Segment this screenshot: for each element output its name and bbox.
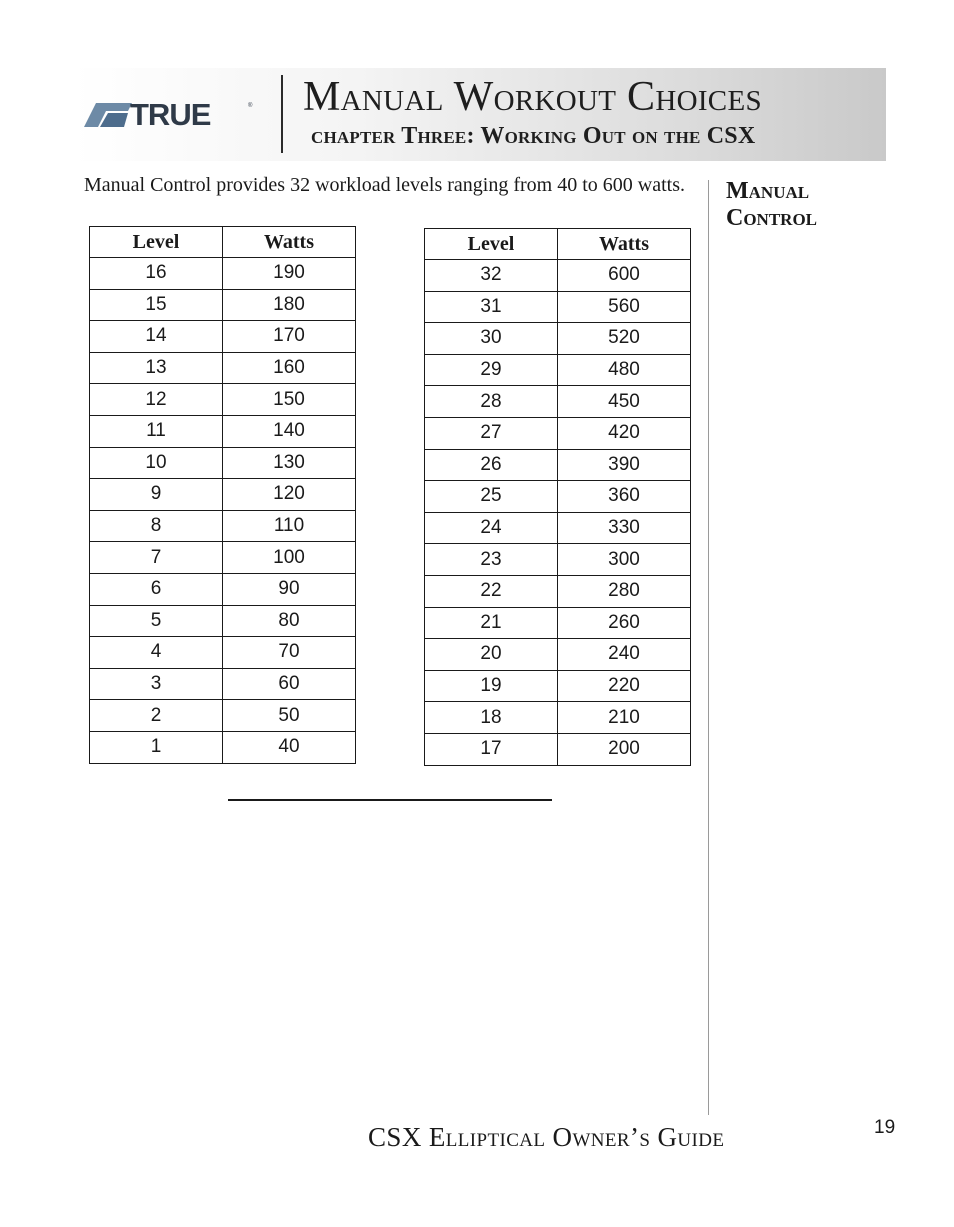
level-cell: 4 (90, 637, 223, 669)
table-row (90, 321, 356, 353)
level-cell: 28 (425, 386, 558, 418)
true-logo-mark (84, 103, 132, 127)
level-header: Level (425, 229, 558, 260)
intro-paragraph: Manual Control provides 32 workload levels ranging from 40 to 600 watts. (84, 174, 686, 196)
level-cell: 23 (425, 544, 558, 576)
table-row (90, 731, 356, 763)
header-divider (281, 75, 283, 153)
level-cell: 19 (425, 670, 558, 702)
section-rule (228, 799, 552, 801)
table-row (90, 479, 356, 511)
watts-cell: 420 (558, 417, 691, 449)
level-header: Level (90, 227, 223, 258)
level-cell: 31 (425, 291, 558, 323)
watts-cell: 180 (223, 289, 356, 321)
footer-guide-title: CSX Elliptical Owner’s Guide (368, 1122, 725, 1152)
watts-header: Watts (558, 229, 691, 260)
brand-logo (84, 97, 254, 132)
level-cell: 7 (90, 542, 223, 574)
watts-cell: 330 (558, 512, 691, 544)
watts-cell: 210 (558, 702, 691, 734)
table-row (425, 291, 691, 323)
column-divider (708, 180, 709, 1115)
table-row (90, 542, 356, 574)
table-row (425, 260, 691, 292)
watts-cell: 70 (223, 637, 356, 669)
level-cell: 17 (425, 733, 558, 765)
table-row (90, 447, 356, 479)
level-cell: 20 (425, 639, 558, 671)
table-row (425, 449, 691, 481)
watts-cell: 480 (558, 354, 691, 386)
level-cell: 10 (90, 447, 223, 479)
watts-cell: 260 (558, 607, 691, 639)
table-body (425, 260, 691, 766)
level-cell: 26 (425, 449, 558, 481)
level-cell: 6 (90, 573, 223, 605)
table-row (425, 639, 691, 671)
page-title: Manual Workout Choices (303, 74, 762, 120)
watts-cell: 600 (558, 260, 691, 292)
page-number: 19 (874, 1117, 896, 1138)
table-row (425, 575, 691, 607)
table-row (425, 512, 691, 544)
level-cell: 16 (90, 258, 223, 290)
table-row (425, 354, 691, 386)
level-cell: 13 (90, 352, 223, 384)
level-cell: 22 (425, 575, 558, 607)
table-row (90, 352, 356, 384)
table-row (90, 668, 356, 700)
side-heading-line2: Control (726, 205, 818, 231)
watts-cell: 300 (558, 544, 691, 576)
table-row (425, 607, 691, 639)
table-row (90, 289, 356, 321)
level-cell: 5 (90, 605, 223, 637)
table-row (90, 415, 356, 447)
watts-cell: 140 (223, 415, 356, 447)
level-cell: 30 (425, 323, 558, 355)
table-row (90, 573, 356, 605)
level-cell: 12 (90, 384, 223, 416)
watts-table-levels-1-16 (89, 226, 356, 764)
watts-cell: 160 (223, 352, 356, 384)
watts-cell: 450 (558, 386, 691, 418)
watts-cell: 110 (223, 510, 356, 542)
level-cell: 3 (90, 668, 223, 700)
watts-header: Watts (223, 227, 356, 258)
level-cell: 2 (90, 700, 223, 732)
level-cell: 9 (90, 479, 223, 511)
watts-cell: 220 (558, 670, 691, 702)
table-row (90, 605, 356, 637)
logo-wordmark: TRUE (130, 97, 211, 132)
level-cell: 21 (425, 607, 558, 639)
watts-cell: 360 (558, 481, 691, 513)
table-row (90, 258, 356, 290)
table-row (425, 544, 691, 576)
table-row (425, 702, 691, 734)
watts-cell: 390 (558, 449, 691, 481)
table-row (90, 384, 356, 416)
level-cell: 25 (425, 481, 558, 513)
level-cell: 14 (90, 321, 223, 353)
table-row (90, 700, 356, 732)
watts-cell: 150 (223, 384, 356, 416)
watts-cell: 100 (223, 542, 356, 574)
table-row (425, 481, 691, 513)
watts-cell: 170 (223, 321, 356, 353)
watts-cell: 280 (558, 575, 691, 607)
watts-cell: 240 (558, 639, 691, 671)
watts-cell: 60 (223, 668, 356, 700)
watts-cell: 200 (558, 733, 691, 765)
table-row (425, 323, 691, 355)
level-cell: 8 (90, 510, 223, 542)
side-heading (726, 178, 817, 232)
level-cell: 15 (90, 289, 223, 321)
table-body (90, 258, 356, 764)
table-row (425, 417, 691, 449)
watts-table-levels-17-32 (424, 228, 691, 766)
table-header-row (90, 227, 356, 258)
table-row (425, 386, 691, 418)
watts-cell: 90 (223, 573, 356, 605)
chapter-subtitle: chapter Three: Working Out on the CSX (311, 123, 756, 149)
watts-cell: 190 (223, 258, 356, 290)
watts-cell: 80 (223, 605, 356, 637)
side-heading-line1: Manual (726, 178, 810, 204)
level-cell: 32 (425, 260, 558, 292)
level-cell: 18 (425, 702, 558, 734)
table-header-row (425, 229, 691, 260)
level-cell: 24 (425, 512, 558, 544)
table-row (425, 733, 691, 765)
level-cell: 1 (90, 731, 223, 763)
watts-cell: 50 (223, 700, 356, 732)
level-cell: 29 (425, 354, 558, 386)
watts-cell: 130 (223, 447, 356, 479)
trademark-symbol: ® (248, 103, 253, 109)
table-row (425, 670, 691, 702)
level-cell: 27 (425, 417, 558, 449)
table-row (90, 637, 356, 669)
watts-cell: 120 (223, 479, 356, 511)
level-cell: 11 (90, 415, 223, 447)
watts-cell: 560 (558, 291, 691, 323)
watts-cell: 520 (558, 323, 691, 355)
table-row (90, 510, 356, 542)
watts-cell: 40 (223, 731, 356, 763)
